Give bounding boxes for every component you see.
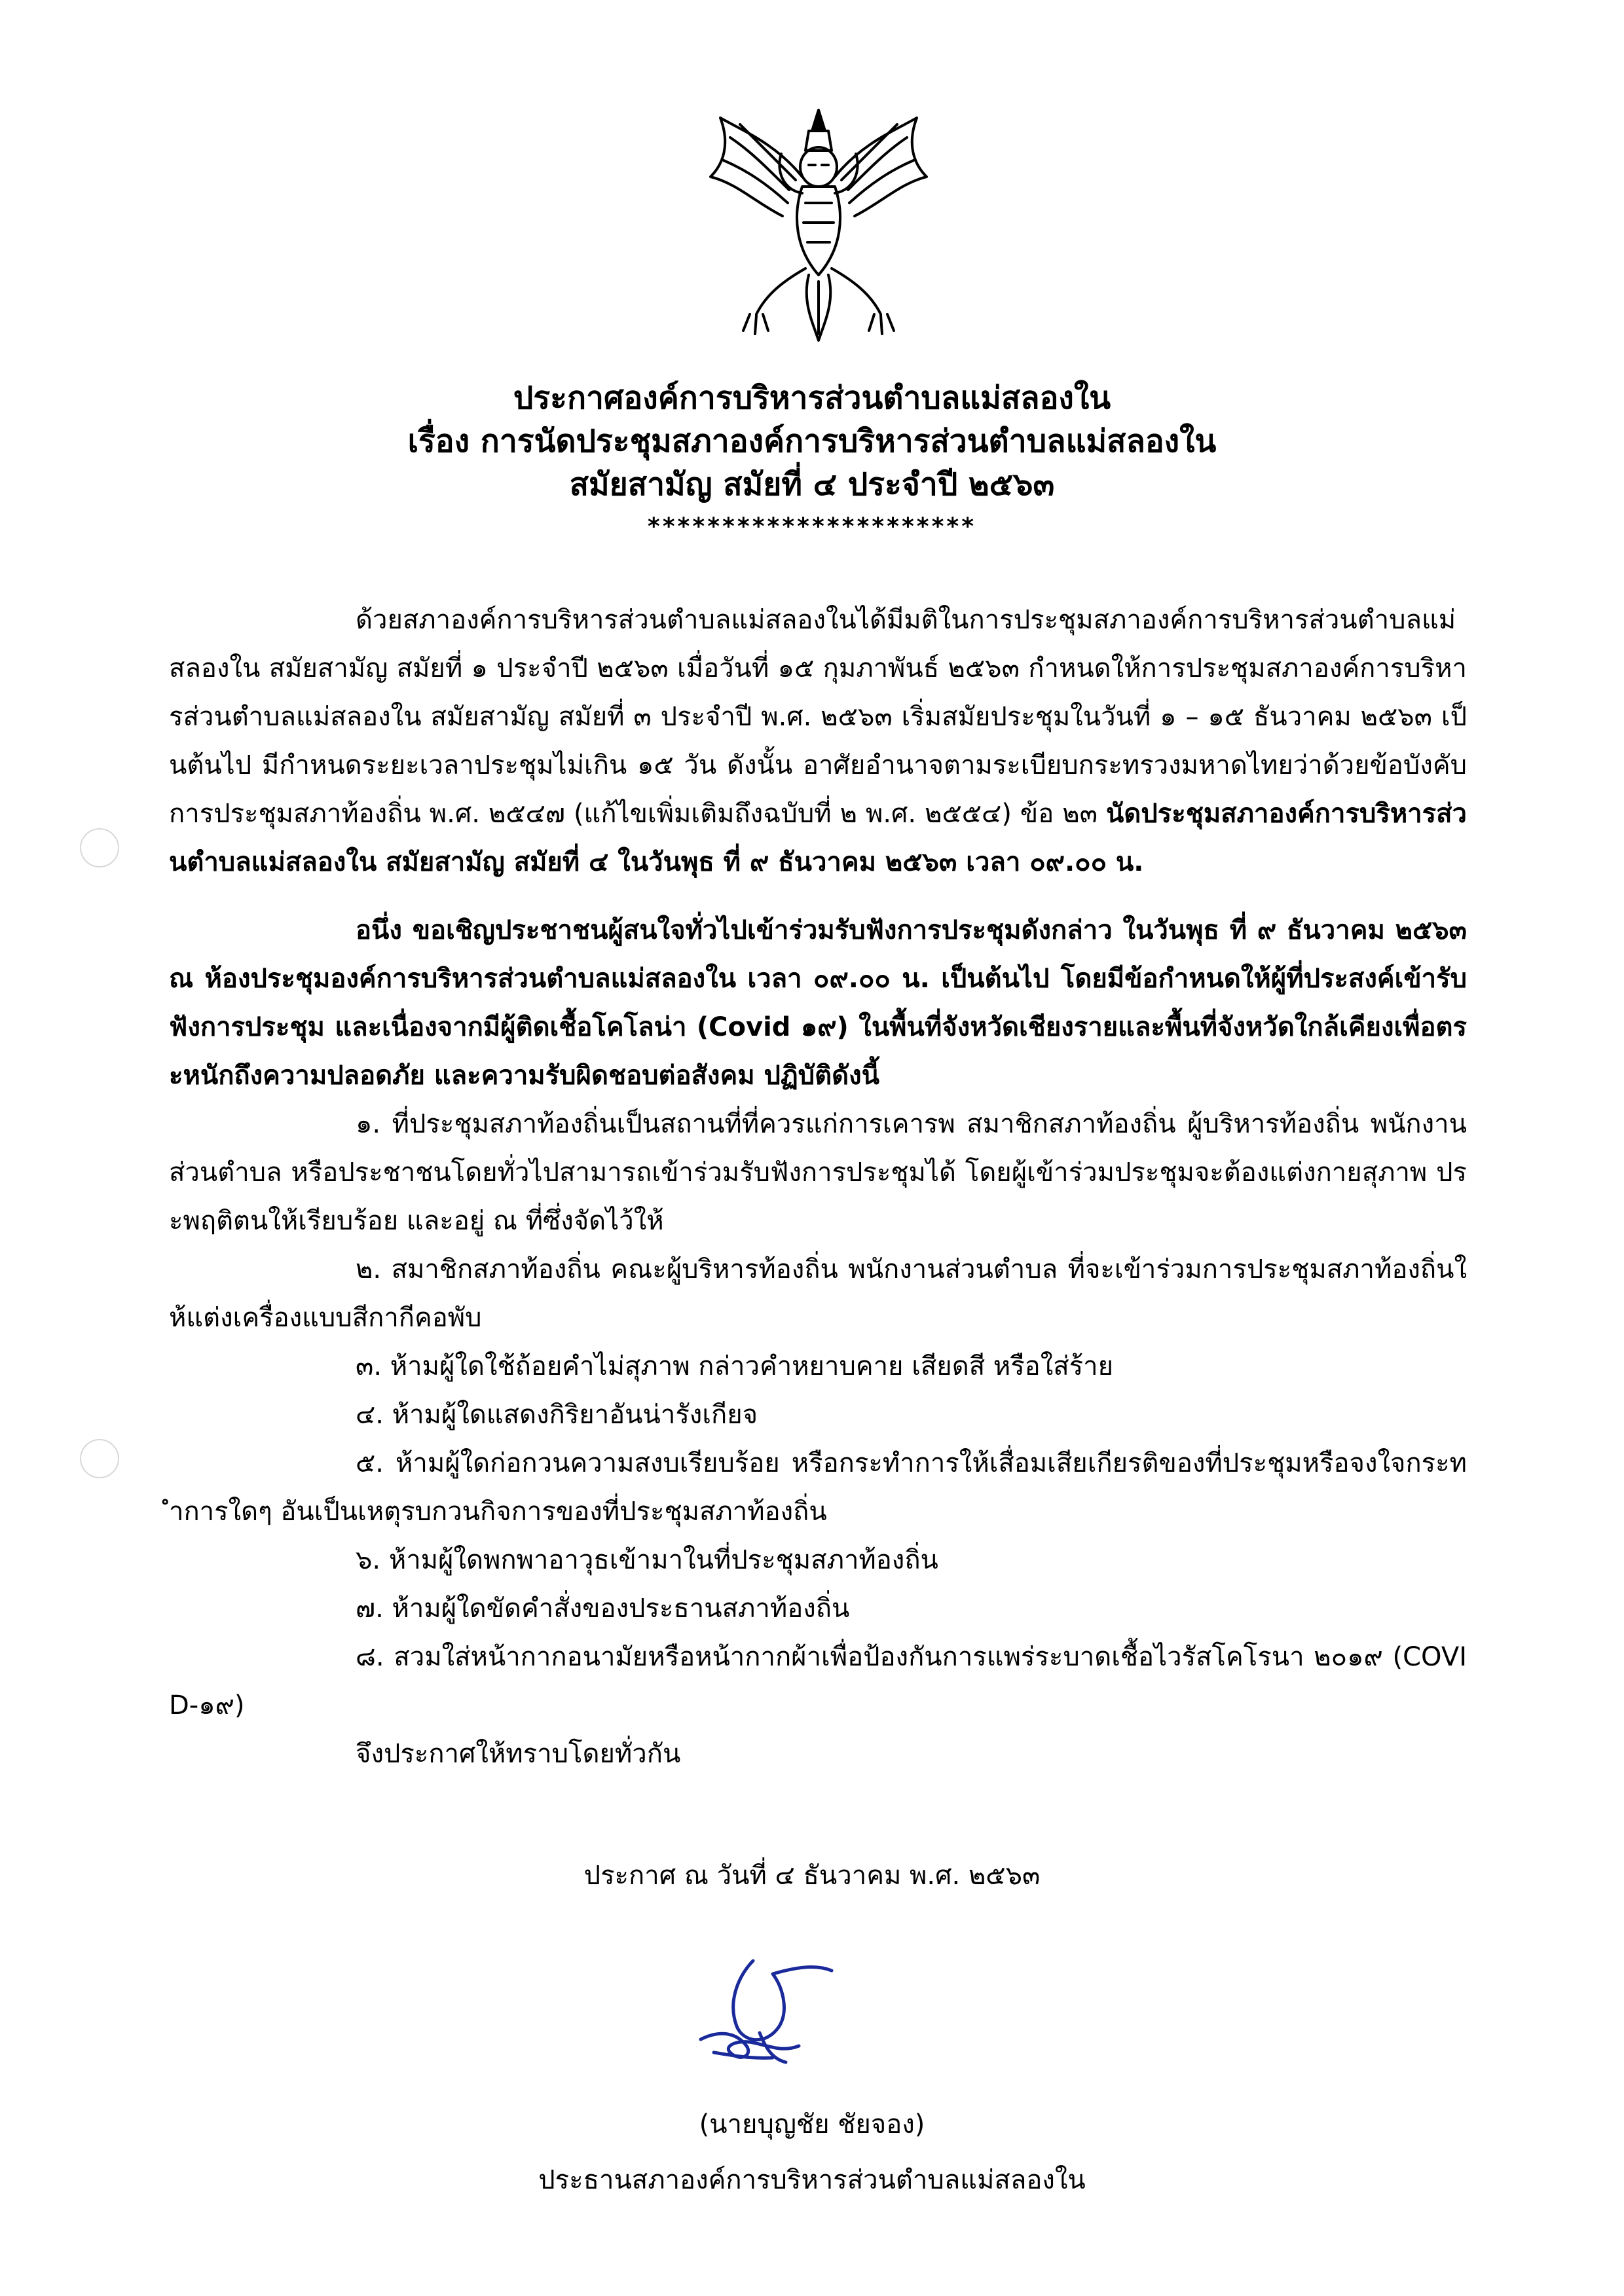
header-divider: ********************** [647, 513, 977, 540]
announcement-header [0, 376, 1624, 540]
rule-item-4: ๔. ห้ามผู้ใดแสดงกิริยาอันน่ารังเกียจ [356, 1400, 758, 1430]
announcement-session: สมัยสามัญ สมัยที่ ๔ ประจำปี ๒๕๖๓ [569, 466, 1055, 503]
rule-item-2: ๒. สมาชิกสภาท้องถิ่น คณะผู้บริหารท้องถิ่น พนักงานส่วนตำบล ที่จะเข้าร่วมการประชุมสภาท้องถิ่นให้แต่งเครื่องแบบสีกากีคอพับ [169, 1254, 1467, 1333]
rule-item-6: ๖. ห้ามผู้ใดพกพาอาวุธเข้ามาในที่ประชุมสภาท้องถิ่น [356, 1545, 938, 1575]
announcement-issuer: ประกาศองค์การบริหารส่วนตำบลแม่สลองใน [513, 380, 1111, 416]
punch-hole [80, 828, 119, 867]
handwritten-signature [674, 1948, 845, 2079]
garuda-emblem-icon [704, 105, 933, 347]
paragraph-1-bold: นัดประชุมสภาองค์การบริหารส่วนตำบลแม่สลองใน สมัยสามัญ สมัยที่ ๔ ในวันพุธ ที่ ๙ ธันวาคม ๒๕๖๓ เวลา ๐๙.๐๐ น. [169, 799, 1467, 877]
rule-item-1: ๑. ที่ประชุมสภาท้องถิ่นเป็นสถานที่ที่ควรแก่การเคารพ สมาชิกสภาท้องถิ่น ผู้บริหารท้องถิ่น พนักงานส่วนตำบล หรือประชาชนโดยทั่วไปสามารถเข้าร่วมรับฟังการประชุมได้ โดยผู้เข้าร่วมประชุมจะต้องแต่งกายสุภาพ ประพฤติตนให้เรียบร้อย และอยู่ ณ ที่ซึ่งจัดไว้ให้ [169, 1109, 1467, 1236]
announcement-date: ประกาศ ณ วันที่ ๔ ธันวาคม พ.ศ. ๒๕๖๓ [583, 1861, 1041, 1891]
paragraph-2: อนึ่ง ขอเชิญประชาชนผู้สนใจทั่วไปเข้าร่วมรับฟังการประชุมดังกล่าว ในวันพุธ ที่ ๙ ธันวาคม ๒๕๖๓ ณ ห้องประชุมองค์การบริหารส่วนตำบลแม่สลองใน เวลา ๐๙.๐๐ น. เป็นต้นไป โดยมีข้อกำหนดให้ผู้ที่ประสงค์เข้ารับฟังการประชุม และเนื่องจากมีผู้ติดเชื้อโคโลน่า (Covid ๑๙) ในพื้นที่จังหวัดเชียงรายและพื้นที่จังหวัดใกล้เคียงเพื่อตระหนักถึงความปลอดภัย และความรับผิดชอบต่อสังคม ปฏิบัติดังนี้ [169, 915, 1467, 1091]
signer-name: (นายบุญชัย ชัยจอง) [699, 2109, 925, 2140]
rule-item-8: ๘. สวมใส่หน้ากากอนามัยหรือหน้ากากผ้าเพื่อป้องกันการแพร่ระบาดเชื้อไวรัสโคโรนา ๒๐๑๙ (COVID-๑๙) [169, 1642, 1467, 1721]
rule-item-3: ๓. ห้ามผู้ใดใช้ถ้อยคำไม่สุภาพ กล่าวคำหยาบคาย เสียดสี หรือใส่ร้าย [356, 1351, 1114, 1381]
closing-statement: จึงประกาศให้ทราบโดยทั่วกัน [356, 1739, 681, 1769]
announcement-body [169, 596, 1467, 1778]
paragraph-1 [169, 596, 1467, 886]
announcement-subject: เรื่อง การนัดประชุมสภาองค์การบริหารส่วนตำบลแม่สลองใน [407, 423, 1217, 460]
rule-item-5: ๕. ห้ามผู้ใดก่อกวนความสงบเรียบร้อย หรือกระทำการให้เสื่อมเสียเกียรติของที่ประชุมหรือจงใจกระทำการใดๆ อันเป็นเหตุรบกวนกิจการของที่ประชุมสภาท้องถิ่น [169, 1448, 1467, 1527]
rule-item-7: ๗. ห้ามผู้ใดขัดคำสั่งของประธานสภาท้องถิ่น [356, 1594, 850, 1624]
paragraph-1-text: ด้วยสภาองค์การบริหารส่วนตำบลแม่สลองในได้มีมติในการประชุมสภาองค์การบริหารส่วนตำบลแม่สลองใน สมัยสามัญ สมัยที่ ๑ ประจำปี ๒๕๖๓ เมื่อวันที่ ๑๕ กุมภาพันธ์ ๒๕๖๓ กำหนดให้การประชุมสภาองค์การบริหารส่วนตำบลแม่สลองใน สมัยสามัญ สมัยที่ ๓ ประจำปี พ.ศ. ๒๕๖๓ เริ่มสมัยประชุมในวันที่ ๑ – ๑๕ ธันวาคม ๒๕๖๓ เป็นต้นไป มีกำหนดระยะเวลาประชุมไม่เกิน ๑๕ วัน ดังนั้น อาศัยอำนาจตามระเบียบกระทรวงมหาดไทยว่าด้วยข้อบังคับการประชุมสภาท้องถิ่น พ.ศ. ๒๕๔๗ (แก้ไขเพิ่มเติมถึงฉบับที่ ๒ พ.ศ. ๒๕๕๔) ข้อ ๒๓ [169, 605, 1467, 829]
punch-hole [80, 1439, 119, 1478]
signer-position: ประธานสภาองค์การบริหารส่วนตำบลแม่สลองใน [538, 2165, 1086, 2195]
